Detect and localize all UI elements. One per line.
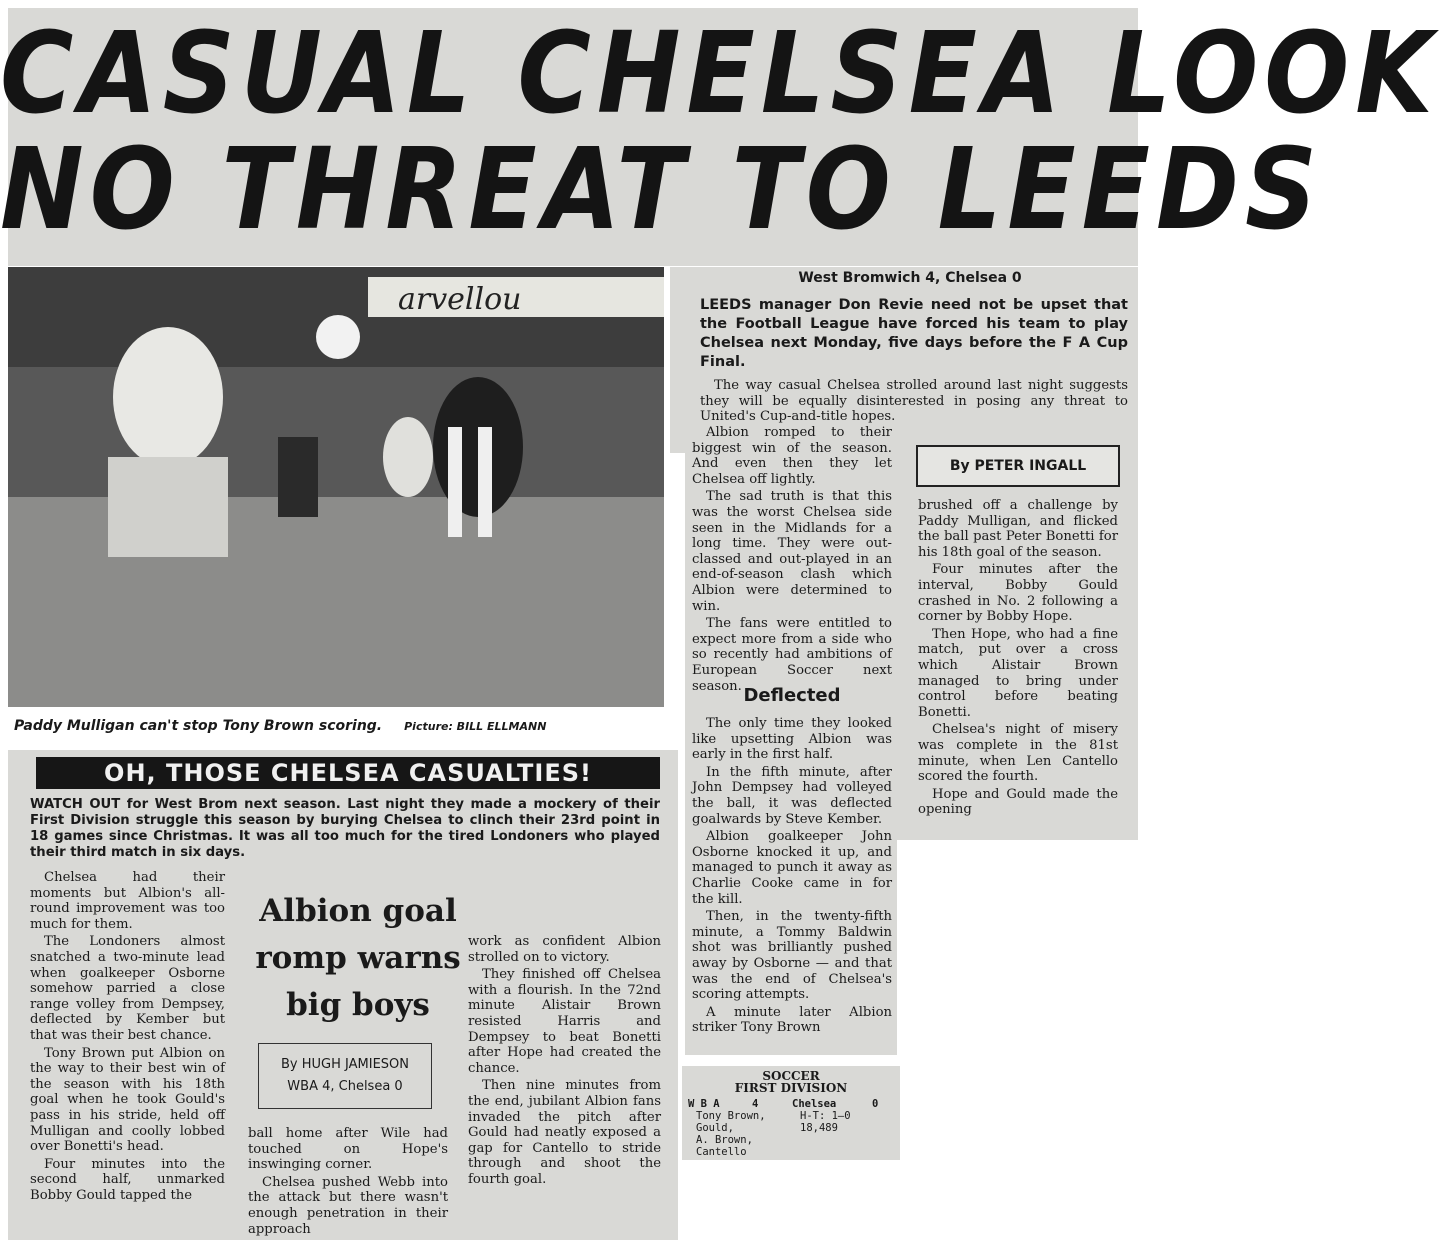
article-paragraph: Then, in the twenty-fifth minute, a Tommy Baldwin shot was brilliantly pushed away by Osborne — and that was the end of Chelsea's scoring attempts.: [692, 909, 892, 1003]
article-paragraph: A minute later Albion striker Tony Brown: [692, 1004, 892, 1036]
article-paragraph: Tony Brown put Albion on the way to their best win of the season with his 18th goal when he took Gould's pass in his stride, held off Mulligan and coolly lobbed over Bonetti's head.: [30, 1045, 225, 1155]
scorebox-subtitle: FIRST DIVISION: [734, 1081, 848, 1095]
home-team: W B A: [688, 1098, 720, 1110]
scorer: A. Brown,: [696, 1134, 753, 1146]
article-paragraph: Then Hope, who had a fine match, put over a cross which Alistair Brown managed to bring under control before beating Bonetti.: [918, 626, 1118, 720]
photo-caption: [14, 718, 546, 734]
article-paragraph: Albion goalkeeper John Osborne knocked it up, and managed to punch it away as Charlie Cooke came in for the kill.: [692, 829, 892, 907]
article-paragraph: The only time they looked like upsetting Albion was early in the first half.: [692, 716, 892, 763]
byline-name: By HUGH JAMIESON: [281, 1057, 409, 1072]
half-time-score: H-T: 1—0: [800, 1110, 851, 1122]
scorebox-result: [682, 1098, 900, 1110]
photo-credit: Picture: BILL ELLMANN: [404, 720, 547, 733]
scorer: Cantello: [696, 1146, 747, 1158]
article-paragraph: They finished off Chelsea with a flourish. In the 72nd minute Alistair Brown resisted Harris and Dempsey to beat Bonetti after Hope had created the chance.: [468, 967, 661, 1076]
article-paragraph: work as confident Albion strolled on to victory.: [468, 934, 661, 965]
article-score-line: West Bromwich 4, Chelsea 0: [798, 270, 1022, 286]
article-column-1b: [692, 716, 892, 1038]
soccer-scorebox: [682, 1066, 900, 1160]
article-paragraph: Four minutes after the interval, Bobby Gould crashed in No. 2 following a corner by Bobby Hope.: [918, 562, 1118, 625]
second-mid-column: [248, 1126, 448, 1239]
byline-score: WBA 4, Chelsea 0: [287, 1079, 403, 1094]
scorers-list: [696, 1110, 800, 1158]
article-paragraph: brushed off a challenge by Paddy Mulligan, and flicked the ball past Peter Bonetti for his 18th goal of the season.: [918, 498, 1118, 560]
match-photo: [8, 267, 664, 707]
main-headline-line1: CASUAL CHELSEA LOOK: [0, 7, 1439, 139]
article-paragraph: Chelsea's night of misery was complete in the 81st minute, when Len Cantello scored the fourth.: [918, 722, 1118, 785]
byline-peter-ingall: By PETER INGALL: [916, 445, 1120, 487]
article-paragraph: Hope and Gould made the opening: [918, 786, 1118, 818]
article-paragraph: The Londoners almost snatched a two-minute lead when goalkeeper Osborne somehow parried a close range volley from Dempsey, deflected by Kember but that was their best chance.: [30, 934, 225, 1043]
article-paragraph: Chelsea had their moments but Albion's all-round improvement was too much for them.: [30, 870, 225, 932]
match-photo-image: [8, 267, 664, 707]
casualties-banner: OH, THOSE CHELSEA CASUALTIES!: [36, 757, 660, 789]
article-paragraph: The sad truth is that this was the worst Chelsea side seen in the Midlands for a long time. They were out-classed and out-played in an end-of-season clash which Albion were determined to win.: [692, 489, 892, 614]
article-column-1: [692, 425, 892, 696]
article-intro: LEEDS manager Don Revie need not be upset that the Football League have forced his team to play Chelsea next Monday, five days before the F A Cup Final.: [700, 297, 1128, 370]
home-score: 4: [752, 1098, 759, 1110]
article-paragraph: In the fifth minute, after John Dempsey had volleyed the ball, it was deflected goalwards by Steve Kember.: [692, 764, 892, 827]
match-info: [800, 1110, 851, 1158]
albion-headline: Albion goal romp warns big boys: [255, 893, 461, 1023]
article-paragraph: The fans were entitled to expect more from a side who so recently had ambitions of European Soccer next season.: [692, 616, 892, 694]
away-team: Chelsea: [792, 1098, 837, 1110]
scorer: Gould,: [696, 1122, 734, 1134]
article-para1: [700, 378, 1128, 427]
second-right-column: [468, 934, 661, 1190]
main-headline-line2: NO THREAT TO LEEDS: [0, 123, 1323, 255]
caption-text: Paddy Mulligan can't stop Tony Brown scoring.: [14, 718, 383, 734]
subhead-deflected: Deflected: [743, 685, 841, 706]
article-paragraph: ball home after Wile had touched on Hope's inswinging corner.: [248, 1126, 448, 1173]
scorer: Tony Brown,: [696, 1110, 766, 1122]
byline-hugh-jamieson: [258, 1043, 432, 1109]
article-paragraph: Albion romped to their biggest win of the season. And even then they let Chelsea off lightly.: [692, 425, 892, 487]
scorebox-title: SOCCER: [762, 1069, 820, 1083]
second-lead: WATCH OUT for West Brom next season. Last night they made a mockery of their First Division struggle this season by burying Chelsea to clinch their 23rd point in 18 games since Christmas. It was all too much for the tired Londoners who played their third match in six days.: [30, 797, 660, 860]
second-left-column: [30, 870, 225, 1205]
article-paragraph: Four minutes into the second half, unmarked Bobby Gould tapped the: [30, 1156, 225, 1203]
article-paragraph: Then nine minutes from the end, jubilant Albion fans invaded the pitch after Gould had neatly exposed a gap for Cantello to stride through and shoot the fourth goal.: [468, 1078, 661, 1187]
article-paragraph: Chelsea pushed Webb into the attack but there wasn't enough penetration in their approach: [248, 1174, 448, 1237]
article-paragraph: The way casual Chelsea strolled around last night suggests they will be equally disinterested in posing any threat to United's Cup-and-title hopes.: [700, 378, 1128, 425]
away-score: 0: [872, 1098, 879, 1110]
stadium-sign: arvellou: [398, 282, 522, 317]
attendance: 18,489: [800, 1122, 838, 1134]
scorebox-details: [682, 1110, 900, 1158]
article-column-2: [918, 498, 1118, 820]
